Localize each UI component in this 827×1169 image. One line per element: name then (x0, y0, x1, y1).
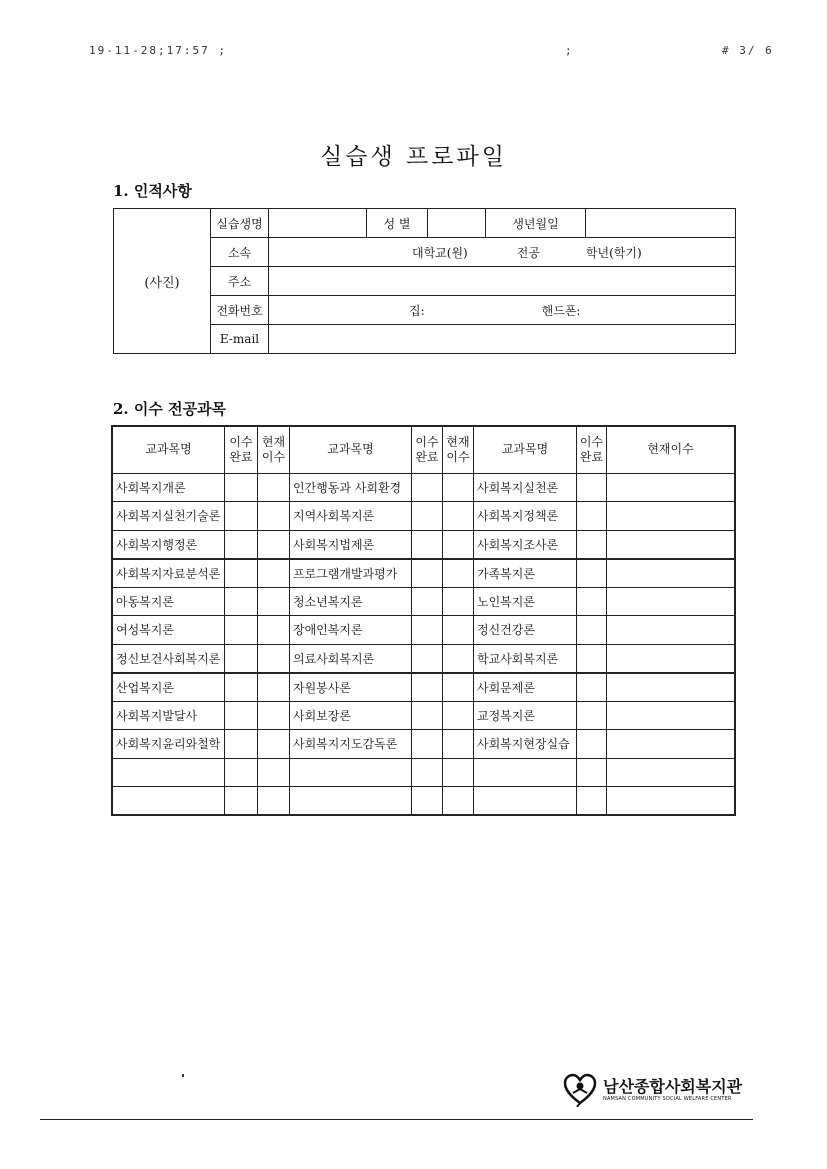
major-text: 전공 (516, 245, 540, 260)
table-row (112, 559, 735, 588)
fax-timestamp: 19-11-28;17:57 ; (89, 44, 227, 57)
completed-cell[interactable] (577, 701, 607, 730)
completed-cell[interactable] (225, 758, 258, 787)
name-label: 실습생명 (211, 209, 269, 238)
table-row (112, 473, 735, 502)
table-row (112, 701, 735, 730)
completed-cell[interactable] (412, 701, 443, 730)
current-cell[interactable] (443, 473, 474, 502)
fax-separator: ; (565, 44, 574, 57)
course-name: 청소년복지론 (290, 587, 412, 616)
current-cell[interactable] (607, 701, 736, 730)
completed-cell[interactable] (577, 730, 607, 759)
heart-logo-icon (563, 1073, 597, 1107)
current-cell[interactable] (443, 787, 474, 816)
current-cell[interactable] (607, 644, 736, 673)
completed-cell[interactable] (225, 616, 258, 645)
course-name: 아동복지론 (112, 587, 225, 616)
course-name: 노인복지론 (474, 587, 577, 616)
completed-cell[interactable] (225, 502, 258, 531)
footer-divider (40, 1119, 753, 1120)
completed-cell[interactable] (225, 644, 258, 673)
current-cell[interactable] (443, 644, 474, 673)
logo-name: 남산종합사회복지관 (603, 1077, 743, 1096)
current-cell[interactable] (258, 530, 290, 559)
current-header (443, 426, 474, 473)
completed-header (412, 426, 443, 473)
current-cell[interactable] (258, 730, 290, 759)
mobile-phone-text: 핸드폰: (541, 303, 581, 318)
courses-header-row (112, 426, 735, 473)
gender-label: 성 별 (367, 209, 428, 238)
completed-cell[interactable] (225, 701, 258, 730)
current-cell[interactable] (607, 730, 736, 759)
fax-page-number: # 3/ 6 (722, 44, 774, 57)
course-name: 사회복지발달사 (112, 701, 225, 730)
course-name: 장애인복지론 (290, 616, 412, 645)
table-row (112, 587, 735, 616)
course-name: 사회복지조사론 (474, 530, 577, 559)
current-cell[interactable] (258, 473, 290, 502)
affiliation-label: 소속 (211, 238, 269, 267)
affiliation-field[interactable] (269, 238, 736, 267)
table-row (112, 673, 735, 702)
completed-header-text: 이수 완료 (229, 434, 253, 464)
gender-field[interactable] (428, 209, 486, 238)
table-row (112, 616, 735, 645)
completed-cell[interactable] (577, 787, 607, 816)
photo-cell (114, 209, 211, 354)
completed-cell[interactable] (225, 673, 258, 702)
current-cell[interactable] (258, 644, 290, 673)
course-name: 정신건강론 (474, 616, 577, 645)
logo-subtitle: NAMSAN COMMUNITY SOCIAL WELFARE CENTER (603, 1096, 732, 1102)
completed-header (577, 426, 607, 473)
course-name: 자원봉사론 (290, 673, 412, 702)
completed-cell[interactable] (412, 559, 443, 588)
birth-label: 생년월일 (486, 209, 586, 238)
current-cell[interactable] (607, 673, 736, 702)
address-field[interactable] (269, 267, 736, 296)
subject-header: 교과목명 (474, 426, 577, 473)
completed-cell[interactable] (577, 530, 607, 559)
completed-cell[interactable] (412, 502, 443, 531)
current-cell[interactable] (258, 758, 290, 787)
phone-label: 전화번호 (211, 296, 269, 325)
current-cell[interactable] (443, 530, 474, 559)
page-title: 실습생 프로파일 (320, 144, 507, 170)
course-name: 사회복지윤리와철학 (112, 730, 225, 759)
table-row (112, 530, 735, 559)
table-row (112, 644, 735, 673)
completed-cell[interactable] (577, 758, 607, 787)
current-cell[interactable] (607, 787, 736, 816)
completed-cell[interactable] (577, 559, 607, 588)
course-name (290, 787, 412, 816)
current-header-text: 현재 이수 (261, 434, 286, 464)
completed-cell[interactable] (412, 730, 443, 759)
current-cell[interactable] (258, 616, 290, 645)
name-field[interactable] (269, 209, 367, 238)
course-name (474, 787, 577, 816)
completed-cell[interactable] (225, 587, 258, 616)
birth-field[interactable] (586, 209, 736, 238)
completed-header-text: 이수 완료 (579, 434, 604, 464)
course-name (112, 758, 225, 787)
current-cell[interactable] (443, 701, 474, 730)
course-name: 산업복지론 (112, 673, 225, 702)
course-name: 학교사회복지론 (474, 644, 577, 673)
section-heading-courses: 2. 이수 전공과목 (113, 400, 227, 418)
completed-header-text: 이수 완료 (415, 434, 439, 464)
course-name (474, 758, 577, 787)
completed-cell[interactable] (225, 559, 258, 588)
current-cell[interactable] (443, 502, 474, 531)
current-header (258, 426, 290, 473)
current-cell[interactable] (443, 758, 474, 787)
completed-cell[interactable] (412, 644, 443, 673)
email-label: E-mail (211, 325, 269, 354)
course-name: 정신보건사회복지론 (112, 644, 225, 673)
current-cell[interactable] (607, 530, 736, 559)
course-name: 교정복지론 (474, 701, 577, 730)
completed-cell[interactable] (225, 730, 258, 759)
current-cell[interactable] (258, 559, 290, 588)
completed-cell[interactable] (412, 673, 443, 702)
grade-text: 학년(학기) (585, 245, 642, 260)
table-row (112, 758, 735, 787)
current-cell[interactable] (607, 616, 736, 645)
subject-header: 교과목명 (112, 426, 225, 473)
completed-cell[interactable] (577, 616, 607, 645)
photo-label: (사진) (144, 275, 180, 291)
current-cell[interactable] (258, 587, 290, 616)
current-cell[interactable] (443, 587, 474, 616)
completed-cell[interactable] (412, 616, 443, 645)
current-cell[interactable] (607, 758, 736, 787)
completed-cell[interactable] (577, 473, 607, 502)
current-header-text: 현재 이수 (446, 434, 470, 464)
completed-cell[interactable] (577, 644, 607, 673)
current-cell[interactable] (258, 701, 290, 730)
course-name: 사회복지개론 (112, 473, 225, 502)
current-cell[interactable] (443, 559, 474, 588)
course-name: 사회복지행정론 (112, 530, 225, 559)
course-name: 지역사회복지론 (290, 502, 412, 531)
course-name (290, 758, 412, 787)
current-cell[interactable] (258, 502, 290, 531)
course-name: 사회복지실천기술론 (112, 502, 225, 531)
course-name: 의료사회복지론 (290, 644, 412, 673)
completed-cell[interactable] (577, 587, 607, 616)
current-full-header: 현재이수 (607, 426, 736, 473)
course-name: 프로그램개발과평가 (290, 559, 412, 588)
completed-cell[interactable] (412, 587, 443, 616)
course-name: 사회복지자료분석론 (112, 559, 225, 588)
email-field[interactable] (269, 325, 736, 354)
course-name: 사회복지법제론 (290, 530, 412, 559)
university-text: 대학교(원) (412, 245, 468, 260)
current-cell[interactable] (258, 673, 290, 702)
course-name: 사회복지정책론 (474, 502, 577, 531)
current-cell[interactable] (607, 587, 736, 616)
fax-header (0, 44, 827, 60)
completed-cell[interactable] (577, 673, 607, 702)
course-rows (112, 473, 735, 815)
course-name: 여성복지론 (112, 616, 225, 645)
completed-cell[interactable] (412, 473, 443, 502)
course-name: 가족복지론 (474, 559, 577, 588)
current-cell[interactable] (607, 473, 736, 502)
course-name: 사회보장론 (290, 701, 412, 730)
course-name: 사회복지실천론 (474, 473, 577, 502)
completed-cell[interactable] (225, 787, 258, 816)
current-cell[interactable] (258, 787, 290, 816)
current-cell[interactable] (443, 673, 474, 702)
scan-speck (182, 1074, 184, 1077)
course-name: 인간행동과 사회환경 (290, 473, 412, 502)
personal-info-table (113, 208, 736, 354)
course-name (112, 787, 225, 816)
logo (563, 1072, 763, 1112)
table-row (112, 502, 735, 531)
course-name: 사회복지현장실습 (474, 730, 577, 759)
section-heading-personal: 1. 인적사항 (113, 182, 192, 200)
current-cell[interactable] (443, 616, 474, 645)
completed-cell[interactable] (412, 530, 443, 559)
completed-cell[interactable] (225, 473, 258, 502)
address-label: 주소 (211, 267, 269, 296)
current-cell[interactable] (607, 502, 736, 531)
current-cell[interactable] (607, 559, 736, 588)
completed-cell[interactable] (225, 530, 258, 559)
home-phone-text: 집: (409, 303, 425, 318)
completed-header (225, 426, 258, 473)
course-name: 사회문제론 (474, 673, 577, 702)
completed-cell[interactable] (577, 502, 607, 531)
phone-field[interactable] (269, 296, 736, 325)
course-name: 사회복지지도감독론 (290, 730, 412, 759)
table-row (112, 730, 735, 759)
current-cell[interactable] (443, 730, 474, 759)
completed-cell[interactable] (412, 787, 443, 816)
subject-header: 교과목명 (290, 426, 412, 473)
courses-table (111, 425, 736, 816)
completed-cell[interactable] (412, 758, 443, 787)
table-row (112, 787, 735, 816)
